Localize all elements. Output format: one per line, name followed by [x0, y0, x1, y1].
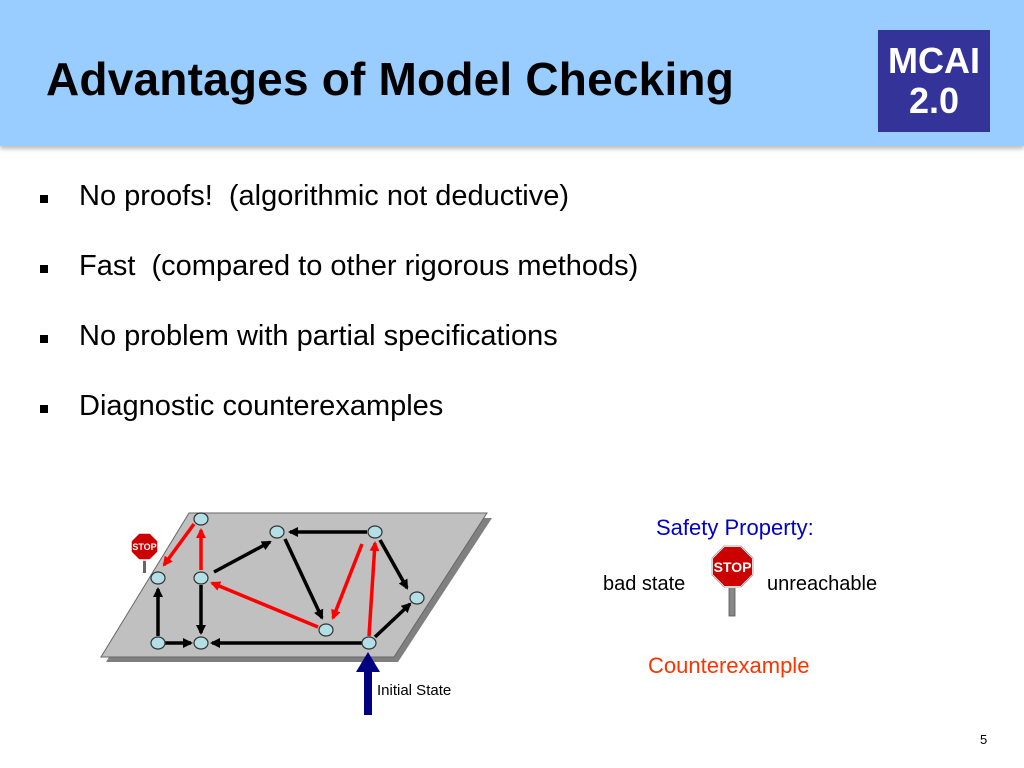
state-node	[194, 513, 208, 525]
logo-line-2: 2.0	[908, 80, 960, 121]
state-node	[151, 572, 165, 584]
stop-sign-icon	[131, 533, 158, 573]
bullet-text: No problem with partial specifications	[79, 320, 558, 352]
bullet-text: Fast (compared to other rigorous methods)	[79, 250, 639, 282]
bullet-text: No proofs! (algorithmic not deductive)	[79, 180, 569, 212]
stop-sign-text: STOP	[132, 542, 157, 552]
counterexample-label: Counterexample	[648, 653, 810, 678]
state-node	[410, 592, 424, 604]
initial-state-label: Initial State	[377, 682, 452, 699]
state-node	[319, 624, 333, 636]
state-node	[368, 526, 382, 538]
stop-sign-icon	[712, 546, 753, 616]
page-number: 5	[980, 732, 988, 747]
state-node	[270, 526, 284, 538]
state-node	[194, 572, 208, 584]
stop-sign-text: STOP	[713, 559, 752, 575]
unreachable-label: unreachable	[767, 573, 878, 595]
bullet-text: Diagnostic counterexamples	[79, 390, 444, 422]
bad-state-label: bad state	[603, 573, 686, 595]
logo-line-1: MCAI	[888, 40, 980, 81]
state-node	[194, 637, 208, 649]
slide-title: Advantages of Model Checking	[46, 53, 735, 105]
initial-state-node	[362, 637, 376, 649]
safety-property-label: Safety Property:	[656, 515, 814, 540]
state-node	[151, 637, 165, 649]
